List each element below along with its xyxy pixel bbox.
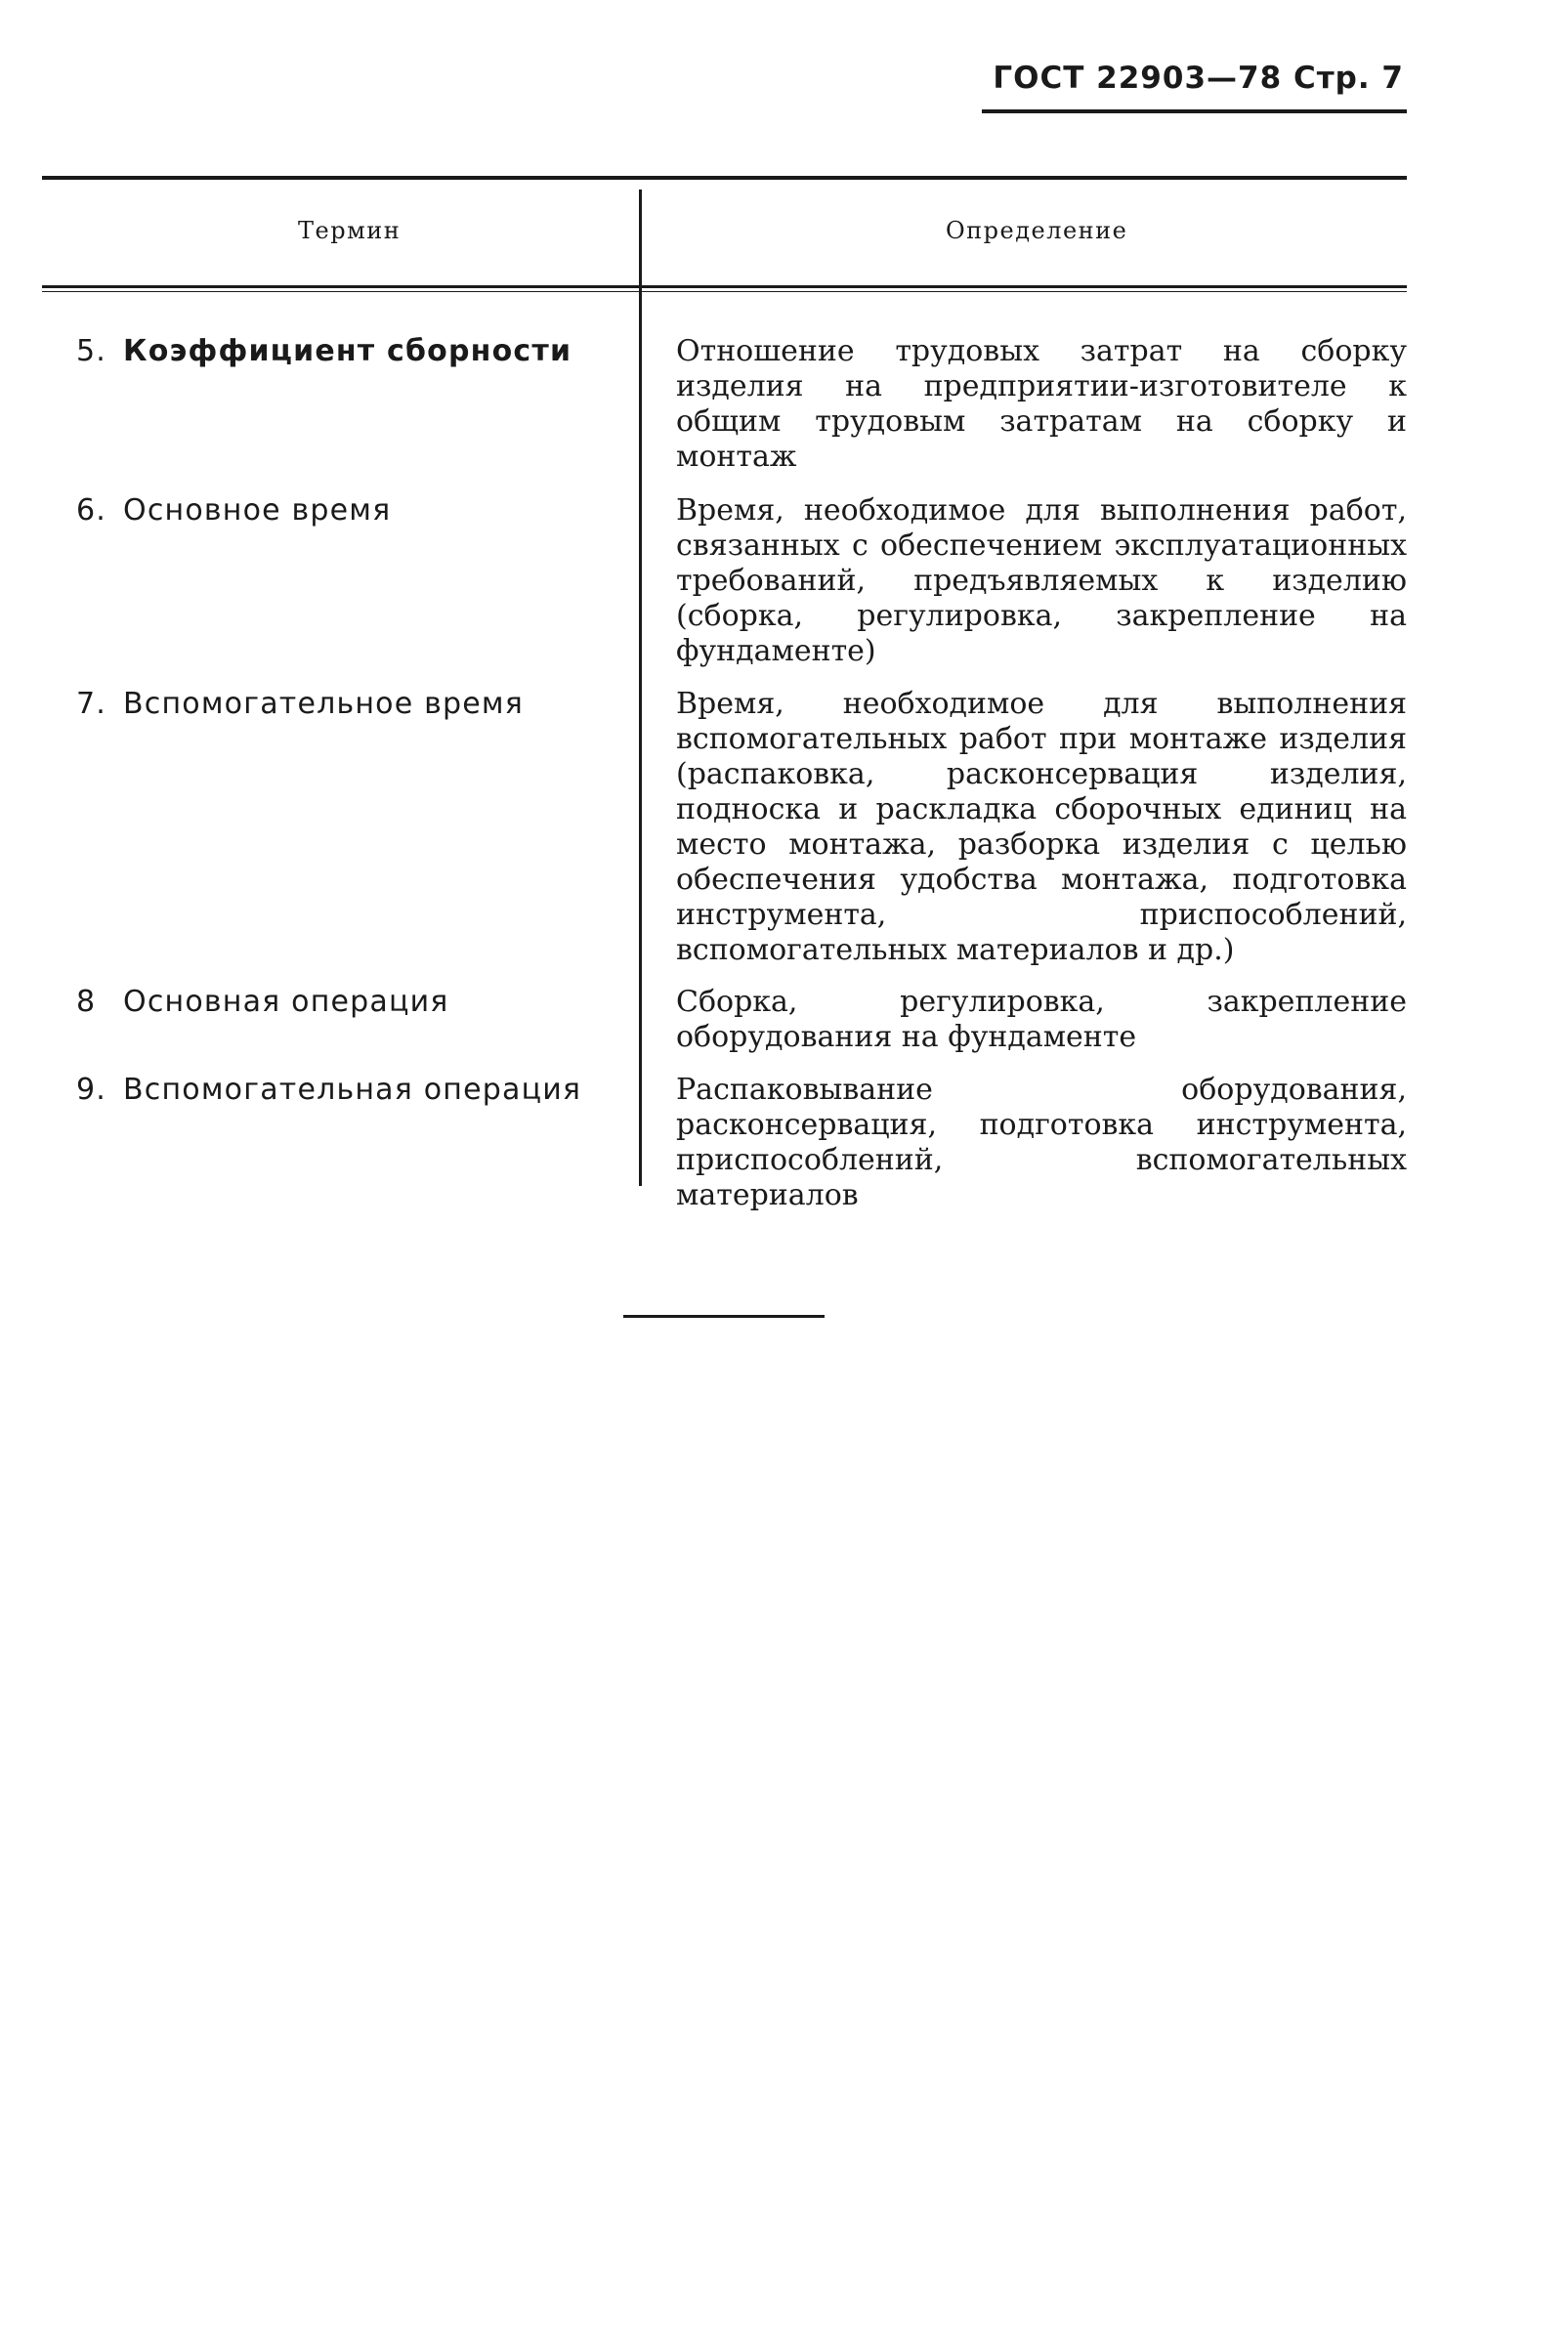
definition-7: Время, необходимое для выполнения вспомогательных работ при монтаже изделия (распаковка, расконсервация изделия, подноска и раскладка сборочных единиц на место монтажа, разборка изделия с целью обеспечения удобства монтажа, подготовка инструмента, приспособлений, вспомогательных материалов и др.)	[676, 687, 1407, 967]
definition-6: Время, необходимое для выполнения работ, связанных с обеспечением эксплуатационных требований, предъявляемых к изделию (сборка, регулировка, закрепление на фундаменте)	[676, 493, 1407, 668]
term-name: Вспомогательное время	[123, 687, 524, 721]
term-number: 7.	[76, 687, 107, 721]
definition-8: Сборка, регулировка, закрепление оборудования на фундаменте	[676, 985, 1407, 1054]
term-name: Вспомогательная операция	[123, 1073, 582, 1107]
term-name: Коэффициент сборности	[123, 334, 572, 368]
header-bottom-rule	[42, 285, 1407, 288]
header-rule	[982, 109, 1407, 113]
term-number: 6.	[76, 493, 107, 528]
page-header: ГОСТ 22903—78 Стр. 7	[993, 61, 1404, 96]
column-header-definition: Определение	[946, 217, 1128, 244]
term-name: Основная операция	[123, 985, 449, 1019]
term-number: 5.	[76, 334, 107, 368]
term-5	[76, 334, 572, 369]
column-divider	[639, 190, 642, 1186]
table-top-rule	[42, 176, 1407, 180]
column-header-term: Термин	[298, 217, 402, 244]
end-rule	[623, 1315, 825, 1318]
term-number: 8	[76, 985, 97, 1019]
term-7	[76, 687, 524, 722]
header-bottom-rule-thin	[42, 291, 1407, 292]
term-number: 9.	[76, 1073, 107, 1107]
term-6	[76, 493, 391, 529]
term-name: Основное время	[123, 493, 392, 528]
definition-5: Отношение трудовых затрат на сборку изделия на предприятии-изготовителе к общим трудовым затратам на сборку и монтаж	[676, 334, 1407, 474]
definition-9: Распаковывание оборудования, расконсервация, подготовка инструмента, приспособлений, вспомогательных материалов	[676, 1073, 1407, 1212]
term-9	[76, 1073, 581, 1108]
term-8	[76, 985, 449, 1020]
